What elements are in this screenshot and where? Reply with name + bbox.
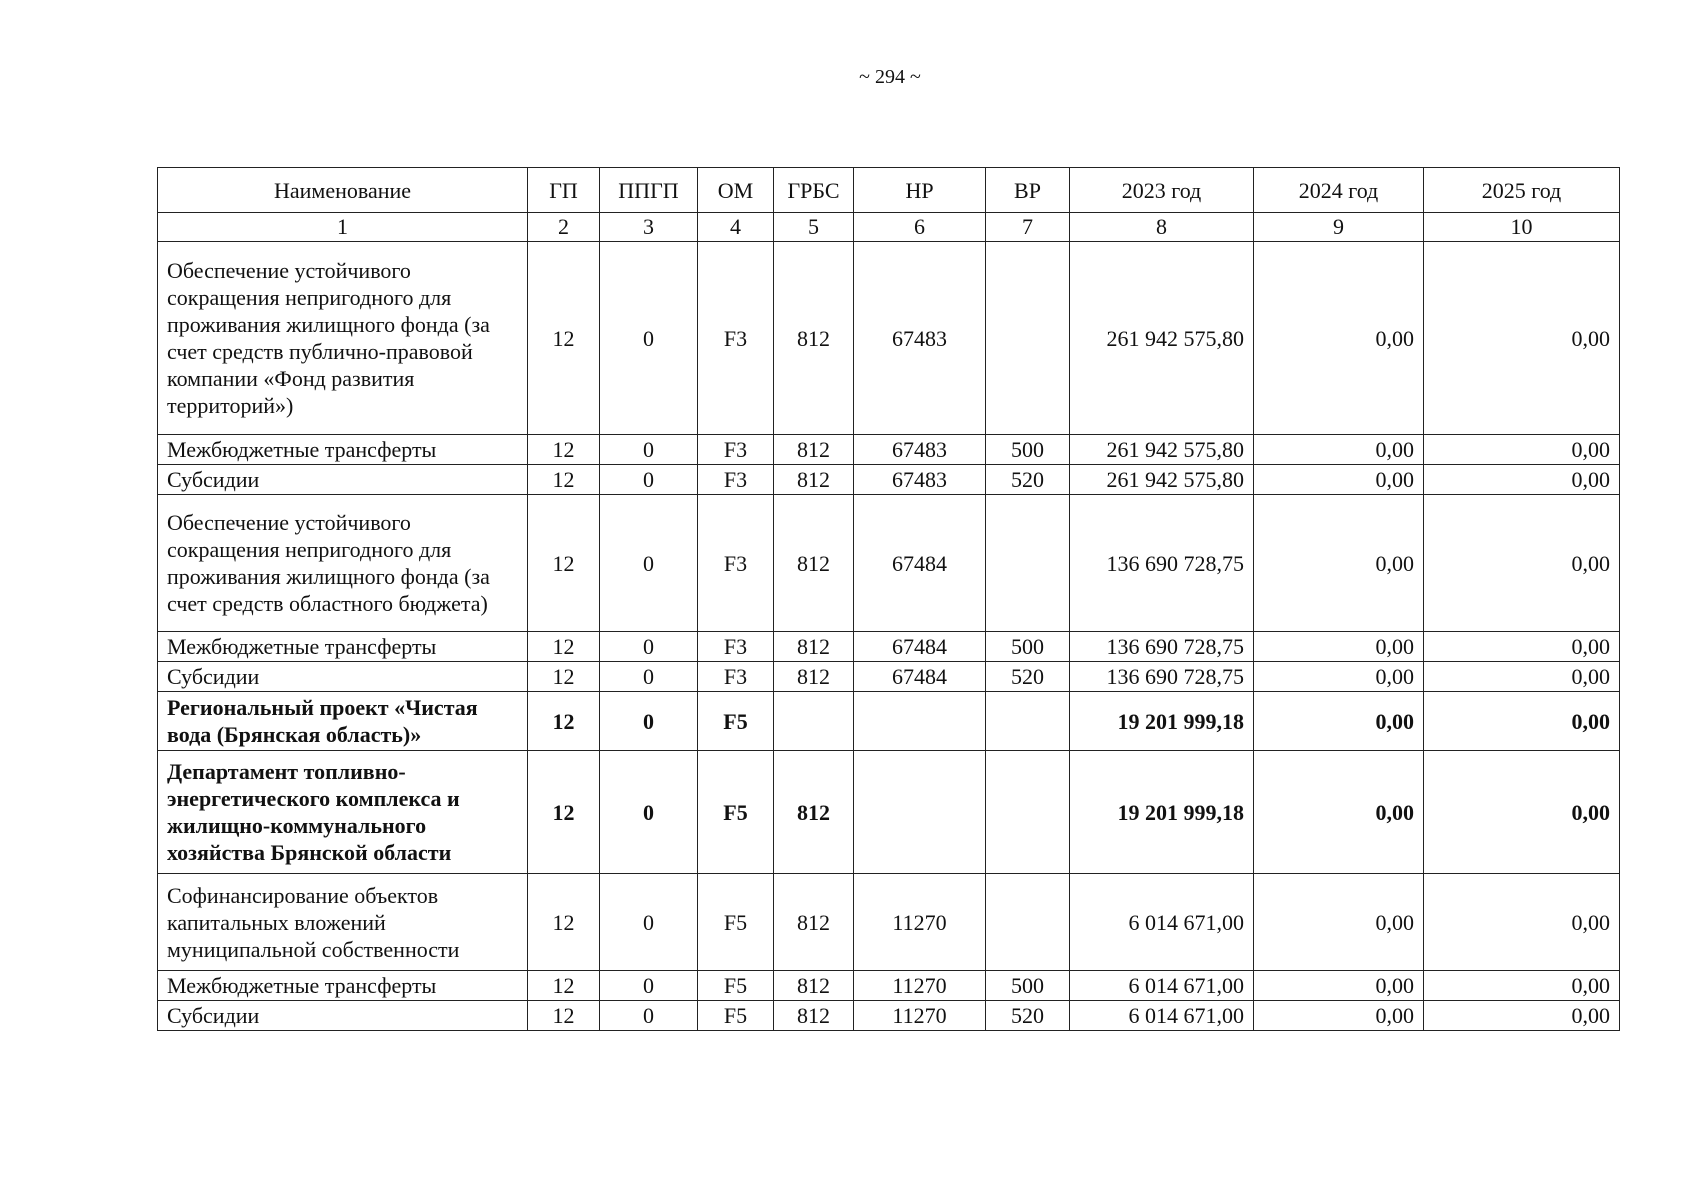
nr-cell: 67484 (854, 495, 986, 632)
amount-2025-cell: 0,00 (1424, 465, 1620, 495)
row-name-cell: Обеспечение устойчивого сокращения непригодного для проживания жилищного фонда (за счет средств областного бюджета) (158, 495, 528, 632)
header-ppgp: ППГП (600, 168, 698, 213)
amount-2023-cell: 6 014 671,00 (1070, 1001, 1254, 1031)
row-name-cell: Субсидии (158, 662, 528, 692)
amount-2024-cell: 0,00 (1254, 242, 1424, 435)
om-cell: F3 (698, 495, 774, 632)
column-number: 2 (528, 213, 600, 242)
gp-cell: 12 (528, 242, 600, 435)
amount-2024-cell: 0,00 (1254, 465, 1424, 495)
table-row (158, 874, 1620, 971)
header-2024: 2024 год (1254, 168, 1424, 213)
table-row (158, 435, 1620, 465)
table-row (158, 662, 1620, 692)
amount-2024-cell: 0,00 (1254, 1001, 1424, 1031)
ppgp-cell: 0 (600, 751, 698, 874)
ppgp-cell: 0 (600, 632, 698, 662)
header-2025: 2025 год (1424, 168, 1620, 213)
nr-cell (854, 751, 986, 874)
nr-cell: 11270 (854, 971, 986, 1001)
amount-2023-cell: 136 690 728,75 (1070, 662, 1254, 692)
nr-cell: 67483 (854, 242, 986, 435)
row-name-cell: Региональный проект «Чистая вода (Брянская область)» (158, 692, 528, 751)
amount-2024-cell: 0,00 (1254, 874, 1424, 971)
header-om: ОМ (698, 168, 774, 213)
budget-table (157, 167, 1620, 1031)
nr-cell: 67484 (854, 662, 986, 692)
grbs-cell (774, 692, 854, 751)
grbs-cell: 812 (774, 971, 854, 1001)
vr-cell: 500 (986, 435, 1070, 465)
amount-2025-cell: 0,00 (1424, 1001, 1620, 1031)
amount-2023-cell: 136 690 728,75 (1070, 495, 1254, 632)
column-number: 4 (698, 213, 774, 242)
column-number: 5 (774, 213, 854, 242)
grbs-cell: 812 (774, 242, 854, 435)
table-row (158, 1001, 1620, 1031)
amount-2023-cell: 6 014 671,00 (1070, 874, 1254, 971)
grbs-cell: 812 (774, 1001, 854, 1031)
row-name-cell: Межбюджетные трансферты (158, 435, 528, 465)
gp-cell: 12 (528, 971, 600, 1001)
nr-cell: 67484 (854, 632, 986, 662)
om-cell: F3 (698, 242, 774, 435)
header-row (158, 168, 1620, 213)
amount-2024-cell: 0,00 (1254, 632, 1424, 662)
om-cell: F5 (698, 692, 774, 751)
column-number: 6 (854, 213, 986, 242)
vr-cell: 500 (986, 632, 1070, 662)
vr-cell (986, 242, 1070, 435)
table-row (158, 692, 1620, 751)
header-nr: НР (854, 168, 986, 213)
ppgp-cell: 0 (600, 662, 698, 692)
amount-2025-cell: 0,00 (1424, 435, 1620, 465)
table-row (158, 632, 1620, 662)
gp-cell: 12 (528, 632, 600, 662)
vr-cell (986, 692, 1070, 751)
amount-2024-cell: 0,00 (1254, 495, 1424, 632)
ppgp-cell: 0 (600, 465, 698, 495)
amount-2023-cell: 136 690 728,75 (1070, 632, 1254, 662)
grbs-cell: 812 (774, 662, 854, 692)
nr-cell: 67483 (854, 435, 986, 465)
nr-cell: 11270 (854, 874, 986, 971)
vr-cell: 520 (986, 465, 1070, 495)
grbs-cell: 812 (774, 435, 854, 465)
column-number: 7 (986, 213, 1070, 242)
grbs-cell: 812 (774, 874, 854, 971)
row-name-cell: Обеспечение устойчивого сокращения непригодного для проживания жилищного фонда (за счет средств публично-правовой компании «Фонд развития территорий») (158, 242, 528, 435)
om-cell: F5 (698, 874, 774, 971)
grbs-cell: 812 (774, 465, 854, 495)
amount-2025-cell: 0,00 (1424, 662, 1620, 692)
ppgp-cell: 0 (600, 971, 698, 1001)
amount-2023-cell: 19 201 999,18 (1070, 751, 1254, 874)
om-cell: F3 (698, 662, 774, 692)
table-row (158, 495, 1620, 632)
gp-cell: 12 (528, 662, 600, 692)
row-name-cell: Департамент топливно-энергетического комплекса и жилищно-коммунального хозяйства Брянской области (158, 751, 528, 874)
row-name-cell: Субсидии (158, 1001, 528, 1031)
amount-2025-cell: 0,00 (1424, 874, 1620, 971)
column-number: 8 (1070, 213, 1254, 242)
header-name: Наименование (158, 168, 528, 213)
grbs-cell: 812 (774, 495, 854, 632)
gp-cell: 12 (528, 435, 600, 465)
amount-2025-cell: 0,00 (1424, 692, 1620, 751)
om-cell: F5 (698, 1001, 774, 1031)
table-row (158, 465, 1620, 495)
header-grbs: ГРБС (774, 168, 854, 213)
column-number-row (158, 213, 1620, 242)
gp-cell: 12 (528, 1001, 600, 1031)
gp-cell: 12 (528, 465, 600, 495)
vr-cell: 500 (986, 971, 1070, 1001)
row-name-cell: Субсидии (158, 465, 528, 495)
amount-2025-cell: 0,00 (1424, 495, 1620, 632)
gp-cell: 12 (528, 692, 600, 751)
nr-cell: 11270 (854, 1001, 986, 1031)
row-name-cell: Межбюджетные трансферты (158, 632, 528, 662)
gp-cell: 12 (528, 495, 600, 632)
grbs-cell: 812 (774, 632, 854, 662)
table-row (158, 242, 1620, 435)
ppgp-cell: 0 (600, 1001, 698, 1031)
column-number: 9 (1254, 213, 1424, 242)
column-number: 3 (600, 213, 698, 242)
gp-cell: 12 (528, 874, 600, 971)
ppgp-cell: 0 (600, 242, 698, 435)
amount-2025-cell: 0,00 (1424, 971, 1620, 1001)
amount-2024-cell: 0,00 (1254, 435, 1424, 465)
om-cell: F3 (698, 435, 774, 465)
vr-cell: 520 (986, 662, 1070, 692)
page-number: ~ 294 ~ (859, 66, 921, 88)
column-number: 10 (1424, 213, 1620, 242)
om-cell: F5 (698, 971, 774, 1001)
vr-cell: 520 (986, 1001, 1070, 1031)
amount-2025-cell: 0,00 (1424, 242, 1620, 435)
amount-2025-cell: 0,00 (1424, 751, 1620, 874)
om-cell: F5 (698, 751, 774, 874)
grbs-cell: 812 (774, 751, 854, 874)
table-row (158, 751, 1620, 874)
ppgp-cell: 0 (600, 495, 698, 632)
table-row (158, 971, 1620, 1001)
vr-cell (986, 874, 1070, 971)
ppgp-cell: 0 (600, 435, 698, 465)
column-number: 1 (158, 213, 528, 242)
header-vr: ВР (986, 168, 1070, 213)
amount-2023-cell: 261 942 575,80 (1070, 465, 1254, 495)
header-gp: ГП (528, 168, 600, 213)
ppgp-cell: 0 (600, 874, 698, 971)
header-2023: 2023 год (1070, 168, 1254, 213)
amount-2024-cell: 0,00 (1254, 971, 1424, 1001)
table-body (158, 242, 1620, 1031)
amount-2024-cell: 0,00 (1254, 751, 1424, 874)
amount-2023-cell: 19 201 999,18 (1070, 692, 1254, 751)
amount-2024-cell: 0,00 (1254, 662, 1424, 692)
gp-cell: 12 (528, 751, 600, 874)
nr-cell (854, 692, 986, 751)
vr-cell (986, 751, 1070, 874)
amount-2025-cell: 0,00 (1424, 632, 1620, 662)
row-name-cell: Софинансирование объектов капитальных вложений муниципальной собственности (158, 874, 528, 971)
nr-cell: 67483 (854, 465, 986, 495)
vr-cell (986, 495, 1070, 632)
amount-2023-cell: 6 014 671,00 (1070, 971, 1254, 1001)
om-cell: F3 (698, 632, 774, 662)
amount-2023-cell: 261 942 575,80 (1070, 435, 1254, 465)
amount-2023-cell: 261 942 575,80 (1070, 242, 1254, 435)
amount-2024-cell: 0,00 (1254, 692, 1424, 751)
row-name-cell: Межбюджетные трансферты (158, 971, 528, 1001)
ppgp-cell: 0 (600, 692, 698, 751)
om-cell: F3 (698, 465, 774, 495)
